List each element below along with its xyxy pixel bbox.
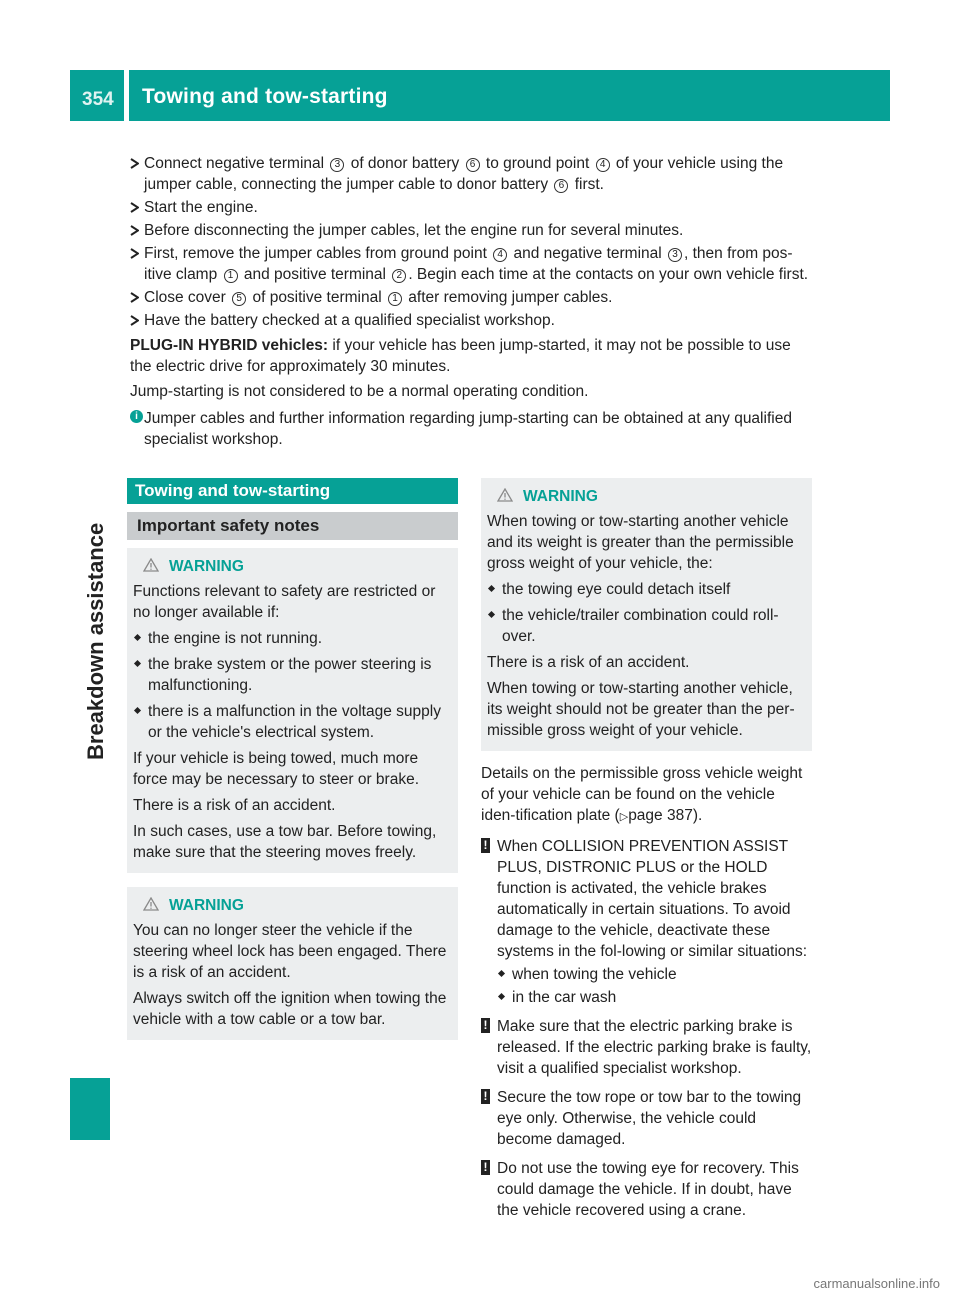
circled-number: 5 [232, 292, 246, 306]
step-text: Have the battery checked at a qualified specialist workshop. [144, 312, 555, 329]
page-reference-link[interactable]: page 387). [628, 807, 703, 824]
warning-box-1 [127, 548, 458, 873]
step-text: . Begin each time at the contacts on your own vehicle first. [408, 266, 809, 283]
warning-text: You can no longer steer the vehicle if the steering wheel lock has been engaged. There is a risk of an accident. [133, 922, 447, 981]
hybrid-note [130, 335, 815, 377]
arrow-right-icon [130, 153, 139, 180]
note-4 [481, 1158, 812, 1221]
list-item: there is a malfunction in the voltage supply or the vehicle's electrical system. [133, 701, 452, 743]
footer-watermark: carmanualsonline.info [813, 1276, 940, 1291]
step-text: of positive terminal [248, 289, 386, 306]
hybrid-note-text: if your vehicle has been jump-started, it may not be possible to use the electric drive for approximately 30 minutes. [130, 337, 791, 375]
list-item: in the car wash [497, 987, 812, 1008]
step-text: Close cover [144, 289, 231, 306]
step-item [130, 287, 815, 308]
warning-intro: Functions relevant to safety are restricted or no longer available if: [133, 583, 436, 621]
warning-box-3 [481, 478, 812, 751]
step-item [130, 310, 815, 331]
step-item [130, 153, 815, 195]
jump-note: Jump-starting is not considered to be a normal operating condition. [130, 383, 589, 400]
list-item: when towing the vehicle [497, 964, 812, 985]
warning-text: Always switch off the ignition when towing the vehicle with a tow cable or a tow bar. [133, 990, 447, 1028]
step-text: after removing jumper cables. [404, 289, 613, 306]
warning-title-text: WARNING [523, 488, 598, 505]
note-text: Make sure that the electric parking brake is released. If the electric parking brake is faulty, visit a qualified specialist workshop. [497, 1018, 812, 1077]
note-text: Do not use the towing eye for recovery. This could damage the vehicle. If in doubt, have the vehicle recovered using a crane. [497, 1160, 799, 1219]
warning-intro: When towing or tow-starting another vehicle and its weight is greater than the permissible gross weight of your vehicle, the: [487, 513, 794, 572]
warning-title [133, 895, 452, 916]
list-item: the towing eye could detach itself [487, 579, 806, 600]
exclamation-icon: ! [481, 1018, 490, 1033]
warning-triangle-icon [143, 558, 159, 572]
warning-text: When towing or tow-starting another vehicle, its weight should not be greater than the per-missible gross weight of your vehicle. [487, 680, 795, 739]
warning-triangle-icon [497, 488, 513, 502]
step-text: Before disconnecting the jumper cables, let the engine run for several minutes. [144, 222, 684, 239]
note-1 [481, 836, 812, 1008]
header-divider [124, 70, 129, 121]
step-text: Start the engine. [144, 199, 258, 216]
circled-number: 6 [554, 179, 568, 193]
step-text: to ground point [481, 155, 594, 172]
step-text: Connect negative terminal [144, 155, 329, 172]
page-title: Towing and tow-starting [142, 85, 388, 108]
list-item: the vehicle/trailer combination could roll-over. [487, 605, 806, 647]
step-text: and negative terminal [509, 245, 667, 262]
page-ref-arrow-icon: ▷ [619, 811, 629, 823]
arrow-right-icon [130, 243, 139, 270]
warning-title [133, 556, 452, 577]
circled-number: 1 [388, 292, 402, 306]
warning-title [487, 486, 806, 507]
note-2 [481, 1016, 812, 1079]
circled-number: 3 [330, 158, 344, 172]
subsection-title: Important safety notes [127, 512, 458, 540]
step-text: and positive terminal [239, 266, 391, 283]
warning-box-2 [127, 887, 458, 1040]
info-note [130, 408, 815, 450]
warning-text: If your vehicle is being towed, much more force may be necessary to steer or brake. [133, 750, 420, 788]
right-column [481, 478, 812, 1221]
step-item [130, 197, 815, 218]
circled-number: 2 [392, 269, 406, 283]
note-text: When COLLISION PREVENTION ASSIST PLUS, DISTRONIC PLUS or the HOLD function is activated, the vehicle brakes automatically in certain situations. To avoid damage to the vehicle, deactivate these systems in the fol-lowing or similar situations: [497, 838, 808, 960]
circled-number: 4 [493, 248, 507, 262]
circled-number: 3 [668, 248, 682, 262]
warning-text: In such cases, use a tow bar. Before towing, make sure that the steering moves freely. [133, 823, 437, 861]
steps-list [130, 153, 815, 331]
section-title: Towing and tow-starting [127, 478, 458, 504]
steps-section [130, 153, 815, 450]
step-item [130, 220, 815, 241]
details-text: Details on the permissible gross vehicle weight of your vehicle can be found on the vehicle iden-tification plate ( [481, 765, 803, 824]
list-item: the engine is not running. [133, 628, 452, 649]
note-3 [481, 1087, 812, 1150]
info-icon: i [130, 410, 143, 423]
hybrid-note-bold: PLUG-IN HYBRID vehicles: [130, 337, 329, 354]
side-tab-block [70, 1078, 110, 1140]
step-item [130, 243, 815, 285]
step-text: , then from pos-itive clamp [144, 245, 793, 283]
exclamation-icon: ! [481, 1160, 490, 1175]
list-item: the brake system or the power steering is malfunctioning. [133, 654, 452, 696]
circled-number: 1 [224, 269, 238, 283]
step-text: of your vehicle using the jumper cable, connecting the jumper cable to donor battery [144, 155, 784, 193]
warning-text: There is a risk of an accident. [487, 654, 690, 671]
arrow-right-icon [130, 310, 139, 337]
left-column [127, 478, 458, 1040]
warning-triangle-icon [143, 897, 159, 911]
step-text: First, remove the jumper cables from ground point [144, 245, 492, 262]
circled-number: 4 [596, 158, 610, 172]
warning-text: There is a risk of an accident. [133, 797, 336, 814]
step-text: of donor battery [346, 155, 464, 172]
exclamation-icon: ! [481, 838, 490, 853]
details-paragraph [481, 763, 812, 828]
note-text: Secure the tow rope or tow bar to the towing eye only. Otherwise, the vehicle could become damaged. [497, 1089, 802, 1148]
step-text: first. [570, 176, 604, 193]
warning-title-text: WARNING [169, 897, 244, 914]
page-number: 354 [82, 89, 114, 110]
warning-title-text: WARNING [169, 558, 244, 575]
circled-number: 6 [466, 158, 480, 172]
info-note-text: Jumper cables and further information regarding jump-starting can be obtained at any qualified specialist workshop. [144, 410, 792, 448]
side-tab-label: Breakdown assistance [83, 522, 108, 760]
exclamation-icon: ! [481, 1089, 490, 1104]
